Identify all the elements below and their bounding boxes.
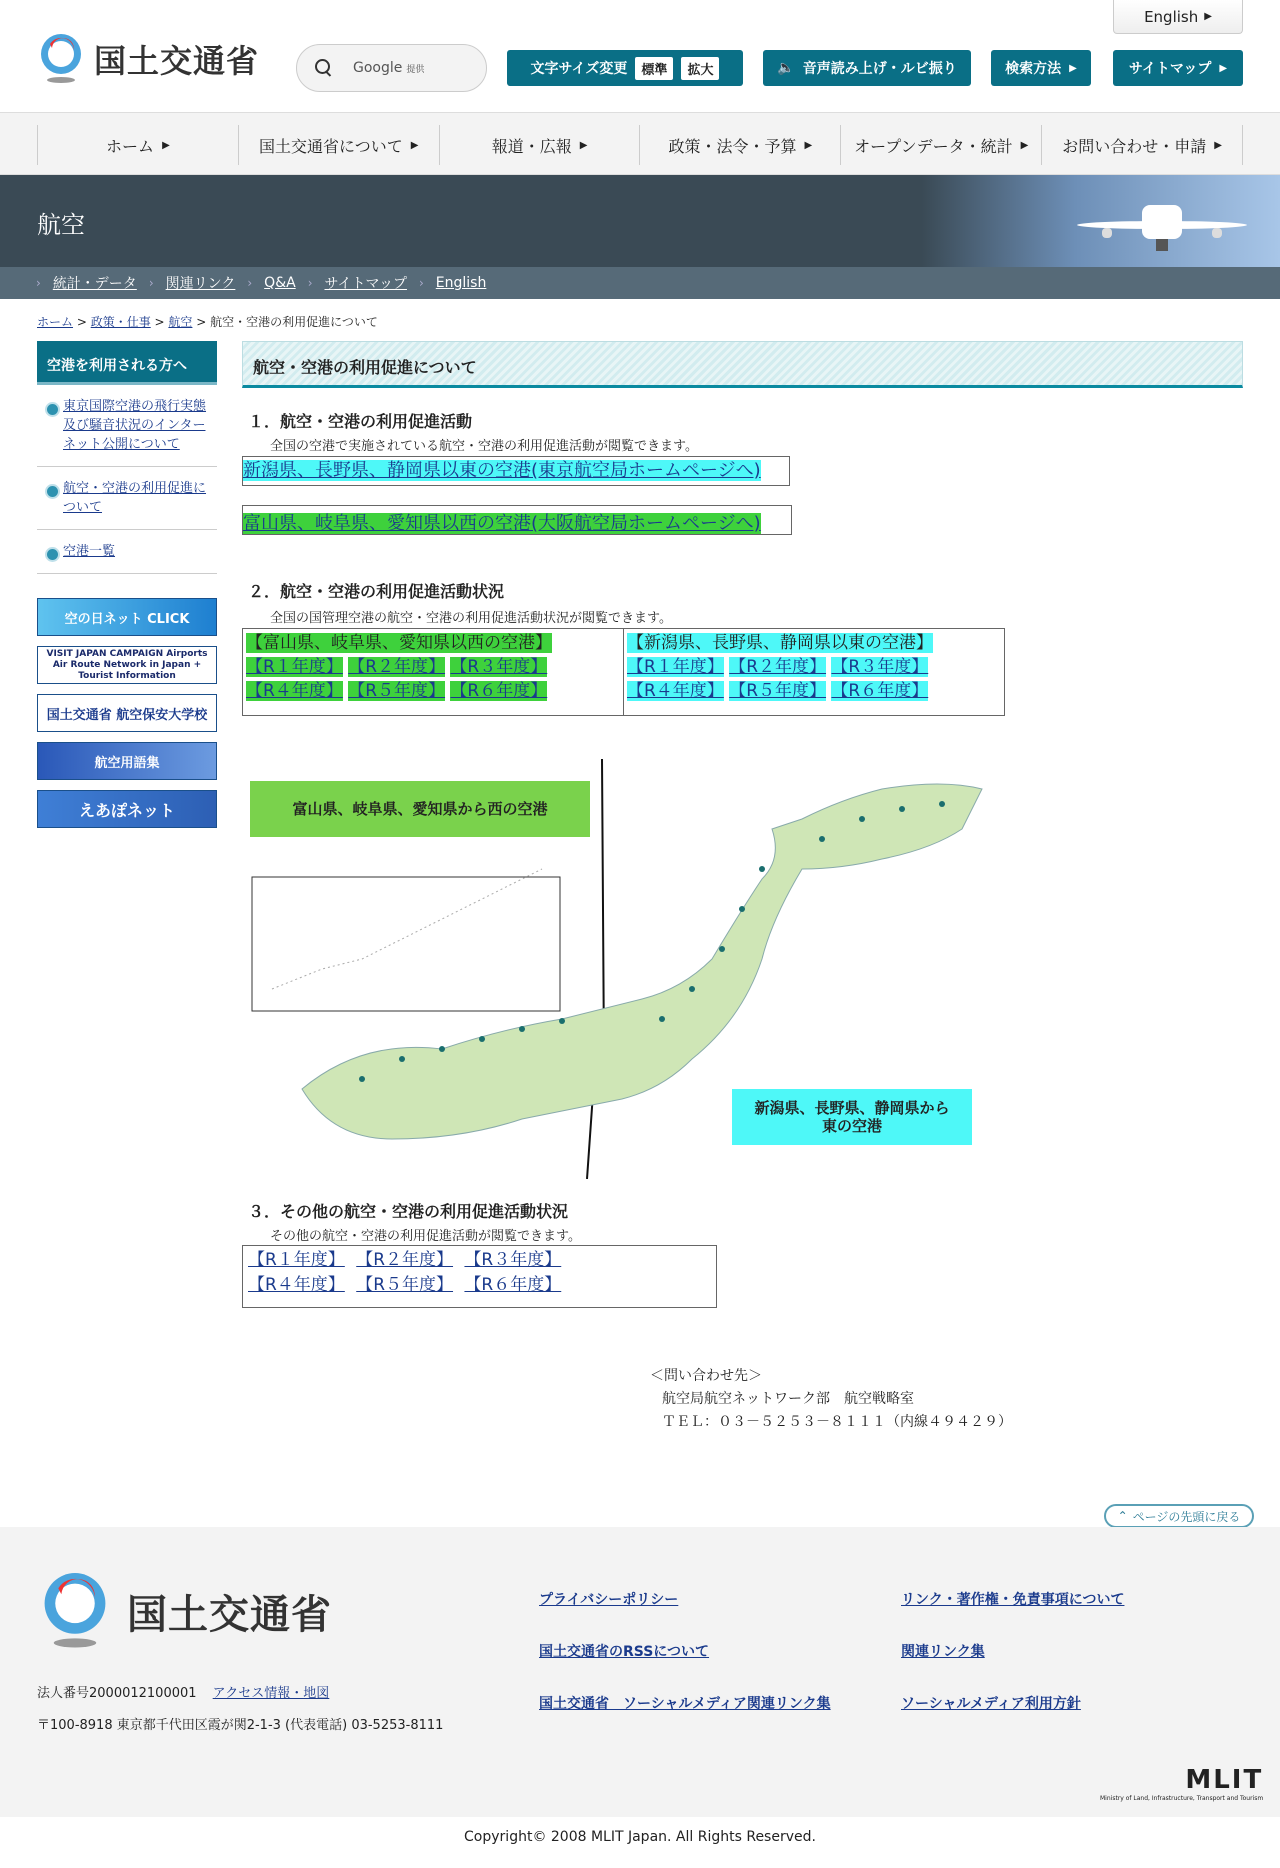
- search-method-button[interactable]: [991, 50, 1091, 86]
- other-r1-link[interactable]: 【R１年度】: [248, 1250, 345, 1270]
- mlit-subtext: Ministry of Land, Infrastructure, Transport and Tourism: [1100, 1795, 1264, 1802]
- speaker-icon: 🔈: [777, 60, 795, 76]
- footer-logo-text: 国土交通省: [127, 1591, 332, 1638]
- banner-label: 空の日ネット CLICK: [64, 611, 190, 627]
- gnav-item-contact[interactable]: [1041, 125, 1243, 165]
- east-status-heading: 【新潟県、長野県、静岡県以東の空港】: [627, 633, 933, 653]
- subnav-stats[interactable]: 統計・データ: [52, 276, 137, 292]
- breadcrumb: ホーム > 政策・仕事 > 航空 > 航空・空港の利用促進について: [37, 315, 378, 329]
- gnav-label: ホーム: [106, 136, 155, 156]
- aviation-glossary-banner[interactable]: [37, 742, 217, 780]
- voice-button[interactable]: [763, 50, 971, 86]
- rss-link[interactable]: 国土交通省のRSSについて: [539, 1644, 710, 1660]
- sidebar-item-airport-list: [37, 530, 217, 574]
- other-r6-link[interactable]: 【R６年度】: [464, 1275, 562, 1295]
- airplane-icon: [1072, 195, 1252, 255]
- voice-label: 音声読み上げ・ルビ振り: [802, 61, 957, 77]
- mlit-wordmark: [1100, 1765, 1263, 1802]
- page-title: 航空・空港の利用促進について: [242, 341, 1243, 388]
- arrow-right-icon: ▶: [1219, 62, 1228, 74]
- japan-airport-map: [242, 759, 1012, 1179]
- west-r2-link[interactable]: 【R２年度】: [348, 657, 446, 677]
- east-airports-link[interactable]: 新潟県、長野県、静岡県以東の空港(東京航空局ホームページへ): [243, 460, 761, 481]
- west-airports-link[interactable]: 富山県、岐阜県、愛知県以西の空港(大阪航空局ホームページへ): [243, 513, 761, 534]
- sidebar: [37, 341, 217, 828]
- gnav-label: お問い合わせ・申請: [1062, 136, 1207, 156]
- search-input[interactable]: [353, 60, 424, 76]
- chevron-right-icon: ›: [307, 276, 313, 290]
- contact-office: 航空局航空ネットワーク部 航空戦略室: [662, 1391, 914, 1407]
- sidebar-link[interactable]: 空港一覧: [63, 544, 116, 559]
- category-banner: [0, 175, 1280, 267]
- subnav-qa[interactable]: Q&A: [264, 275, 296, 291]
- main-content: [242, 341, 1243, 1430]
- arrow-right-icon: ▶: [1069, 62, 1077, 74]
- chevron-right-icon: ›: [36, 276, 41, 290]
- sidebar-link[interactable]: 東京国際空港の飛行実態及び騒音状況のインターネット公開について: [63, 399, 207, 452]
- airpo-net-banner[interactable]: [37, 790, 217, 828]
- copyright-link[interactable]: リンク・著作権・免責事項について: [901, 1592, 1125, 1608]
- font-size-label: 文字サイズ変更: [530, 61, 628, 77]
- search-provider: 提供: [406, 65, 425, 75]
- footer-address: 〒100-8918 東京都千代田区霞が関2-1-3 (代表電話) 03-5253-8111: [37, 1718, 444, 1733]
- copyright: Copyright© 2008 MLIT Japan. All Rights Reserved.: [464, 1829, 816, 1845]
- sora-no-hi-banner[interactable]: [37, 598, 217, 636]
- search-box[interactable]: [296, 44, 487, 92]
- gnav-item-policy[interactable]: [639, 125, 840, 165]
- arrow-right-icon: ▶: [162, 139, 170, 151]
- chevron-right-icon: ›: [418, 276, 424, 290]
- english-button[interactable]: [1113, 0, 1243, 34]
- breadcrumb-policy[interactable]: 政策・仕事: [90, 315, 151, 329]
- okinawa-inset: [252, 877, 560, 1011]
- west-r3-link[interactable]: 【R３年度】: [450, 657, 548, 677]
- mlit-text: MLIT: [1185, 1765, 1264, 1795]
- arrow-right-icon: ▶: [410, 139, 419, 151]
- privacy-link[interactable]: プライバシーポリシー: [539, 1592, 679, 1608]
- banner-label: 航空用語集: [94, 755, 160, 771]
- sidebar-link[interactable]: 航空・空港の利用促進について: [63, 481, 207, 515]
- map-east-label-line1: 新潟県、長野県、静岡県から: [754, 1099, 950, 1117]
- banner-label: 国土交通省 航空保安大学校: [46, 707, 208, 723]
- chevron-right-icon: ›: [247, 276, 253, 290]
- banner-label: えあぽネット: [78, 800, 175, 820]
- section-2-desc: 全国の国管理空港の航空・空港の利用促進活動状況が閲覧できます。: [270, 611, 672, 626]
- font-large-button[interactable]: 拡大: [681, 57, 719, 80]
- chevron-right-icon: ›: [148, 276, 154, 290]
- east-r2-link[interactable]: 【R２年度】: [729, 657, 827, 677]
- other-status-links: [242, 1245, 717, 1308]
- gnav-item-press[interactable]: [439, 125, 640, 165]
- gnav-label: 政策・法令・予算: [668, 136, 797, 156]
- font-standard-button[interactable]: 標準: [635, 57, 673, 80]
- contact-heading: ＜問い合わせ先＞: [650, 1368, 762, 1384]
- west-status-heading: 【富山県、岐阜県、愛知県以西の空港】: [246, 633, 552, 653]
- subnav-english[interactable]: English: [435, 275, 487, 291]
- gnav-label: 報道・広報: [491, 136, 572, 156]
- arrow-up-icon: ⌃: [1117, 1509, 1128, 1523]
- sub-nav: [0, 267, 1280, 299]
- arrow-right-icon: ▶: [1214, 139, 1222, 151]
- corporate-number: [37, 1682, 329, 1701]
- search-method-label: 検索方法: [1005, 61, 1062, 77]
- sidebar-item-noise: [37, 385, 217, 467]
- west-r5-link[interactable]: 【R５年度】: [348, 681, 446, 701]
- footer-logo[interactable]: [37, 1569, 332, 1653]
- status-table: [242, 628, 1005, 716]
- mlit-logo-icon: [36, 32, 86, 86]
- breadcrumb-home[interactable]: ホーム: [37, 315, 74, 329]
- west-r4-link[interactable]: 【R４年度】: [246, 681, 343, 701]
- mlit-logo-icon: [37, 1569, 113, 1653]
- banner-title: 航空: [37, 211, 85, 239]
- site-footer: [0, 1527, 1280, 1817]
- site-header: [0, 0, 1280, 112]
- english-label: English: [1144, 7, 1199, 26]
- section-1-desc: 全国の空港で実施されている航空・空港の利用促進活動が閲覧できます。: [270, 439, 698, 454]
- contact-tel: ＴＥＬ：０３－５２５３－８１１１（内線４９４２９）: [662, 1414, 1012, 1430]
- section-3-desc: その他の航空・空港の利用促進活動が閲覧できます。: [270, 1229, 581, 1244]
- map-west-label: 富山県、岐阜県、愛知県から西の空港: [292, 800, 548, 818]
- east-r5-link[interactable]: 【R５年度】: [729, 681, 827, 701]
- west-r1-link[interactable]: 【R１年度】: [246, 657, 343, 677]
- other-r5-link[interactable]: 【R５年度】: [356, 1275, 454, 1295]
- east-r4-link[interactable]: 【R４年度】: [627, 681, 724, 701]
- aviation-safety-college-banner[interactable]: [37, 694, 217, 732]
- gnav-label: 国土交通省について: [259, 136, 403, 156]
- sidebar-item-promotion: [37, 467, 217, 530]
- social-links-link[interactable]: 国土交通省 ソーシャルメディア関連リンク集: [539, 1696, 831, 1712]
- gnav-item-about[interactable]: [238, 125, 439, 165]
- east-r3-link[interactable]: 【R３年度】: [831, 657, 929, 677]
- west-r6-link[interactable]: 【R６年度】: [450, 681, 548, 701]
- west-status-cell: [243, 629, 624, 716]
- contact-info: [650, 1365, 1012, 1434]
- search-icon: [315, 59, 333, 77]
- visit-japan-banner[interactable]: [37, 646, 217, 684]
- east-link-box: [242, 456, 790, 486]
- other-r4-link[interactable]: 【R４年度】: [248, 1275, 345, 1295]
- east-r1-link[interactable]: 【R１年度】: [627, 657, 724, 677]
- section-1-heading: １．航空・空港の利用促進活動: [248, 412, 473, 431]
- east-status-cell: [624, 629, 1005, 716]
- arrow-right-icon: ▶: [1204, 11, 1212, 22]
- logo-text: 国土交通省: [94, 42, 260, 80]
- sidebar-heading: 空港を利用される方へ: [37, 341, 217, 385]
- arrow-right-icon: ▶: [804, 139, 813, 151]
- arrow-right-icon: ▶: [579, 139, 588, 151]
- west-link-box: [242, 505, 792, 535]
- gnav-item-home[interactable]: [37, 125, 238, 165]
- map-east-label-line2: 東の空港: [821, 1117, 883, 1135]
- subnav-sitemap[interactable]: サイトマップ: [324, 276, 407, 292]
- gnav-label: オープンデータ・統計: [854, 136, 1013, 156]
- back-to-top-label: ページの先頭に戻る: [1132, 1509, 1241, 1524]
- breadcrumb-current: 航空・空港の利用促進について: [210, 315, 378, 329]
- access-link[interactable]: アクセス情報・地図: [212, 1686, 330, 1701]
- other-r2-link[interactable]: 【R２年度】: [356, 1250, 454, 1270]
- east-r6-link[interactable]: 【R６年度】: [831, 681, 929, 701]
- section-2-heading: ２．航空・空港の利用促進活動状況: [248, 582, 505, 601]
- subnav-links[interactable]: 関連リンク: [165, 276, 236, 292]
- corp-no: 法人番号2000012100001: [37, 1686, 197, 1701]
- font-size-control: [507, 50, 743, 86]
- site-logo[interactable]: [36, 32, 259, 86]
- gnav-item-opendata[interactable]: [840, 125, 1041, 165]
- social-policy-link[interactable]: ソーシャルメディア利用方針: [901, 1696, 1081, 1712]
- global-nav: [0, 112, 1280, 175]
- section-3-heading: ３．その他の航空・空港の利用促進活動状況: [248, 1202, 569, 1221]
- search-placeholder: Google: [353, 60, 403, 76]
- sitemap-label: サイトマップ: [1128, 61, 1212, 77]
- back-to-top-button[interactable]: [1104, 1504, 1254, 1528]
- arrow-right-icon: ▶: [1020, 139, 1029, 151]
- other-r3-link[interactable]: 【R３年度】: [464, 1250, 562, 1270]
- banner-label: VISIT JAPAN CAMPAIGN Airports Air Route Network in Japan + Tourist Information: [46, 648, 208, 681]
- breadcrumb-aviation[interactable]: 航空: [168, 315, 193, 329]
- related-links-link[interactable]: 関連リンク集: [901, 1644, 985, 1660]
- sitemap-button[interactable]: [1113, 50, 1243, 86]
